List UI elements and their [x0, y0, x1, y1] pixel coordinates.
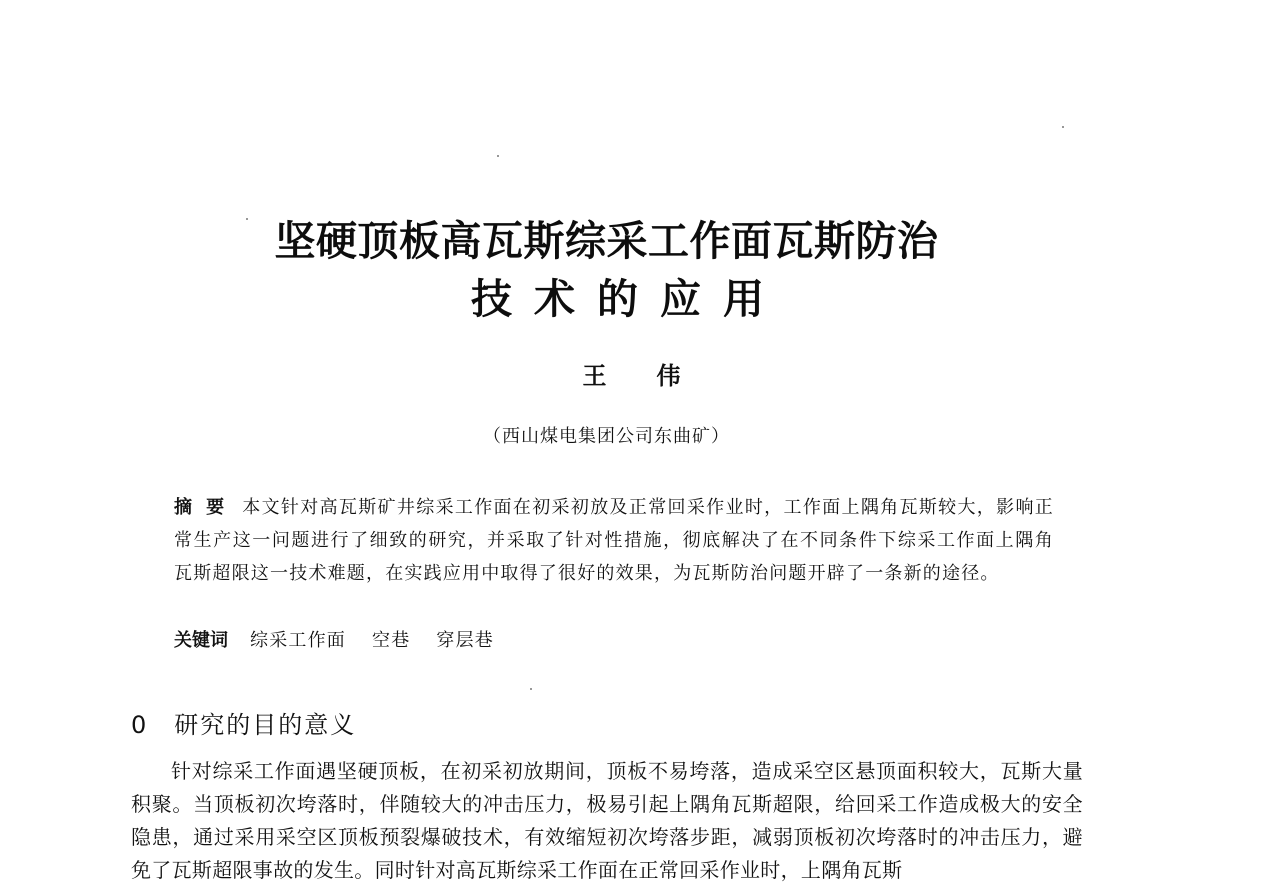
paper-title-line-2: 技术的应用 [471, 275, 786, 323]
abstract-text: 本文针对高瓦斯矿井综采工作面在初采初放及正常回采作业时，工作面上隅角瓦斯较大，影响正常生产这一问题进行了细致的研究，并采取了针对性措施，彻底解决了在不同条件下综采工作面上隅角瓦斯超限这一技术难题，在实践应用中取得了很好的效果，为瓦斯防治问题开辟了一条新的途径。 [174, 497, 1054, 584]
author-affiliation: （西山煤电集团公司东曲矿） [483, 426, 730, 447]
keyword-item: 穿层巷 [436, 630, 495, 651]
keyword-item: 空巷 [372, 630, 411, 651]
keywords-block [174, 624, 1054, 657]
paper-title-line-1: 坚硬顶板高瓦斯综采工作面瓦斯防治 [274, 217, 939, 265]
body-paragraph: 针对综采工作面遇坚硬顶板，在初采初放期间，顶板不易垮落，造成采空区悬顶面积较大，瓦斯大量积聚。当顶板初次垮落时，伴随较大的冲击压力，极易引起上隅角瓦斯超限，给回采工作造成极大的安全隐患，通过采用采空区顶板预裂爆破技术，有效缩短初次垮落步距，减弱顶板初次垮落时的冲击压力，避免了瓦斯超限事故的发生。同时针对高瓦斯综采工作面在正常回采作业时，上隅角瓦斯 [131, 759, 1083, 882]
scan-speck [530, 688, 532, 690]
section-title: 研究的目的意义 [174, 711, 357, 739]
keyword-item: 综采工作面 [250, 630, 346, 651]
scan-speck [497, 155, 499, 157]
scan-speck [1062, 126, 1064, 128]
abstract-label: 摘要 [174, 497, 239, 518]
abstract-block [174, 491, 1054, 590]
section-number: 0 [131, 711, 149, 739]
author-name: 王伟 [582, 362, 731, 390]
section-heading [131, 705, 356, 740]
keywords-label: 关键词 [174, 630, 228, 651]
